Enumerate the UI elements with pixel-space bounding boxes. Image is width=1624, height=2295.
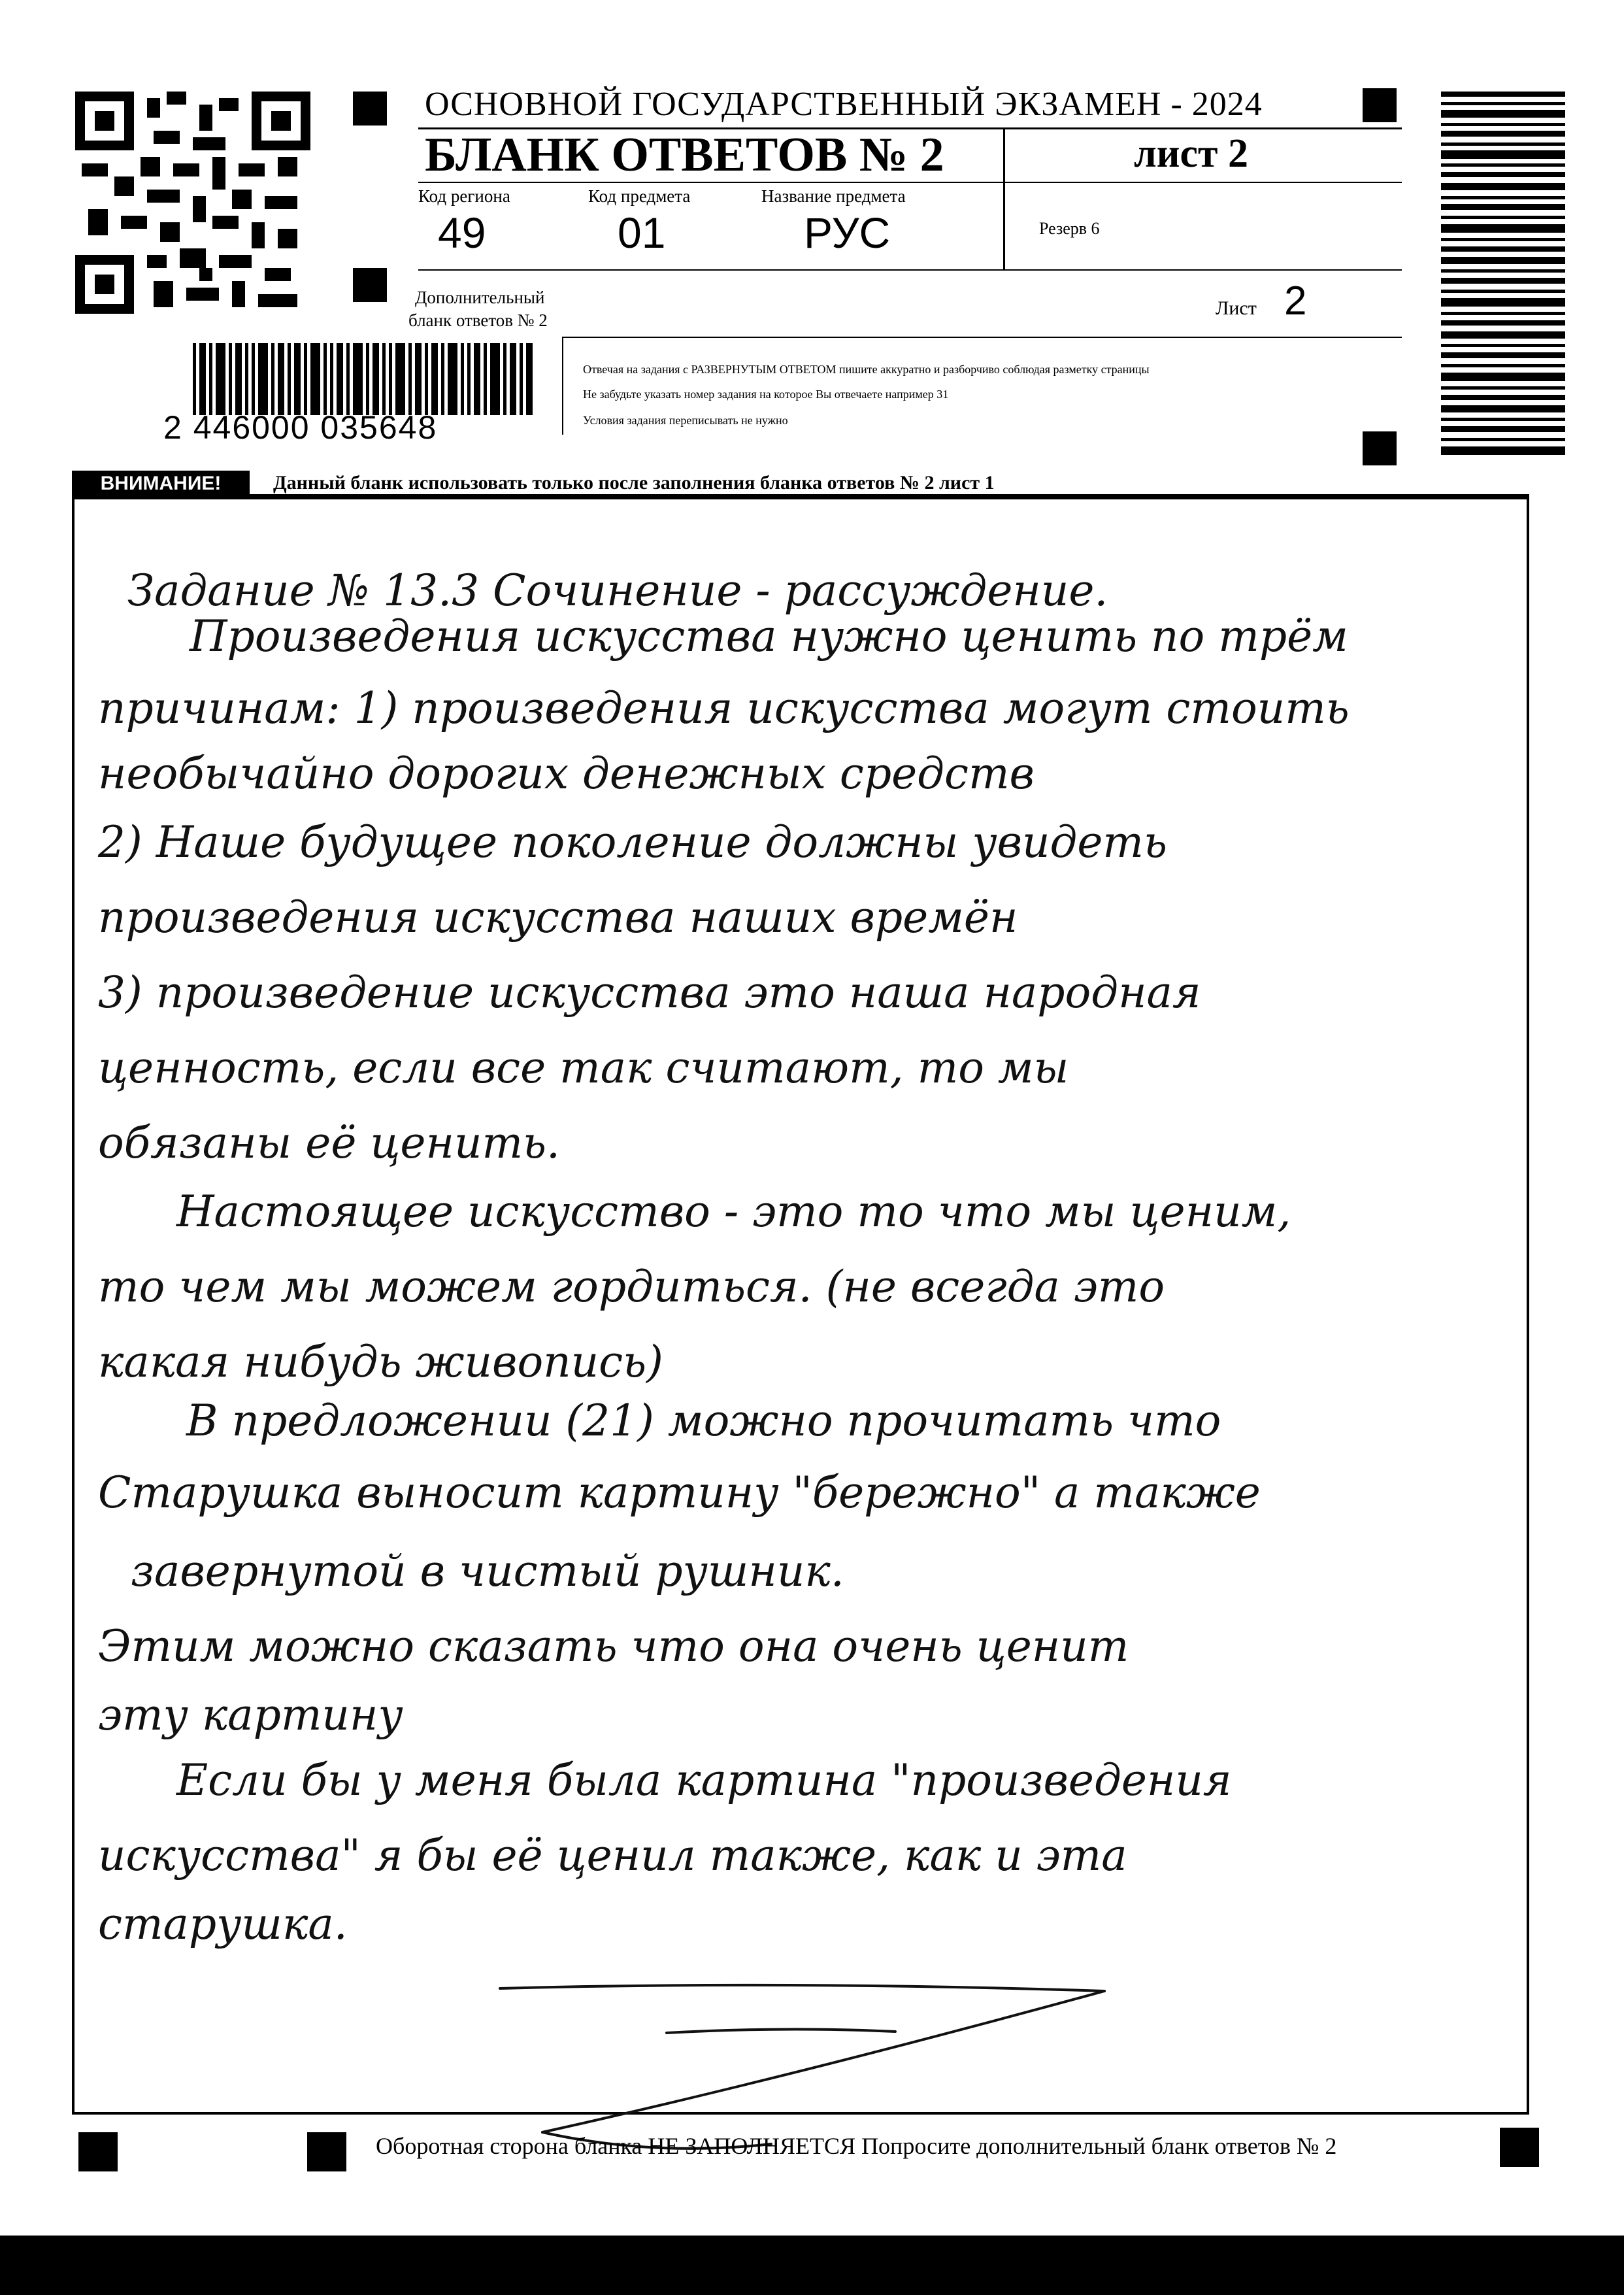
blank-title: БЛАНК ОТВЕТОВ № 2 xyxy=(425,128,944,182)
answer-line: Произведения искусства нужно ценить по трём xyxy=(190,611,1348,662)
bottom-black-bar xyxy=(0,2236,1624,2295)
subject-name-value: РУС xyxy=(804,209,891,257)
barcode-number: 2 446000 035648 xyxy=(163,409,438,446)
answer-line: Этим можно сказать что она очень ценит xyxy=(98,1621,1129,1671)
additional-sheet-value: 2 xyxy=(1284,278,1307,324)
answer-line: причинам: 1) произведения искусства могут стоить xyxy=(98,683,1350,733)
answer-line: какая нибудь живопись) xyxy=(98,1337,663,1387)
marker-square xyxy=(78,2132,118,2171)
instruction-line-2: Не забудьте указать номер задания на которое Вы отвечаете например 31 xyxy=(583,388,949,401)
answer-line: эту картину xyxy=(98,1690,403,1740)
answer-line: ценность, если все так считают, то мы xyxy=(98,1043,1069,1093)
answer-line: Старушка выносит картину "бережно" а также xyxy=(98,1467,1261,1518)
region-value: 49 xyxy=(438,209,486,257)
marker-square xyxy=(307,2132,346,2171)
sheet-label: лист 2 xyxy=(1134,131,1248,176)
subject-code-label: Код предмета xyxy=(588,186,691,206)
answer-line: искусства" я бы её ценил также, как и эта xyxy=(98,1830,1127,1881)
additional-label-line2: бланк ответов № 2 xyxy=(408,310,548,330)
answer-line: 2) Наше будущее поколение должны увидеть xyxy=(98,817,1167,867)
attention-badge: ВНИМАНИЕ! xyxy=(72,471,250,497)
exam-title: ОСНОВНОЙ ГОСУДАРСТВЕННЫЙ ЭКЗАМЕН - 2024 xyxy=(425,86,1263,123)
additional-label-line1: Дополнительный xyxy=(415,288,545,307)
subject-code-value: 01 xyxy=(618,209,666,257)
answer-line: В предложении (21) можно прочитать что xyxy=(186,1396,1221,1446)
answer-line: старушка. xyxy=(98,1899,348,1949)
answer-line: произведения искусства наших времён xyxy=(98,892,1018,943)
attention-text: Данный бланк использовать только после заполнения бланка ответов № 2 лист 1 xyxy=(273,472,995,494)
answer-line: то чем мы можем гордиться. (не всегда это xyxy=(98,1262,1165,1312)
footer-text: Оборотная сторона бланка НЕ ЗАПОЛНЯЕТСЯ Попросите дополнительный бланк ответов № 2 xyxy=(376,2133,1337,2159)
answer-line: 3) произведение искусства это наша народная xyxy=(98,967,1201,1018)
region-label: Код региона xyxy=(418,186,510,206)
subject-name-label: Название предмета xyxy=(761,186,906,206)
answer-line: Если бы у меня была картина "произведения xyxy=(176,1755,1232,1805)
answer-line: необычайно дорогих денежных средств xyxy=(98,748,1035,799)
reserve-label: Резерв 6 xyxy=(1039,219,1100,238)
answer-line: Задание № 13.3 Сочинение - рассуждение. xyxy=(127,565,1108,616)
answer-line: завернутой в чистый рушник. xyxy=(131,1546,844,1596)
additional-sheet-label: Лист xyxy=(1216,297,1257,319)
marker-square xyxy=(1500,2128,1539,2167)
instruction-line-1: Отвечая на задания с РАЗВЕРНУТЫМ ОТВЕТОМ пишите аккуратно и разборчиво соблюдая разметку страницы xyxy=(583,363,1150,376)
instruction-line-3: Условия задания переписывать не нужно xyxy=(583,414,788,427)
answer-line: обязаны её ценить. xyxy=(98,1118,560,1168)
answer-line: Настоящее искусство - это то что мы ценим, xyxy=(176,1186,1291,1237)
